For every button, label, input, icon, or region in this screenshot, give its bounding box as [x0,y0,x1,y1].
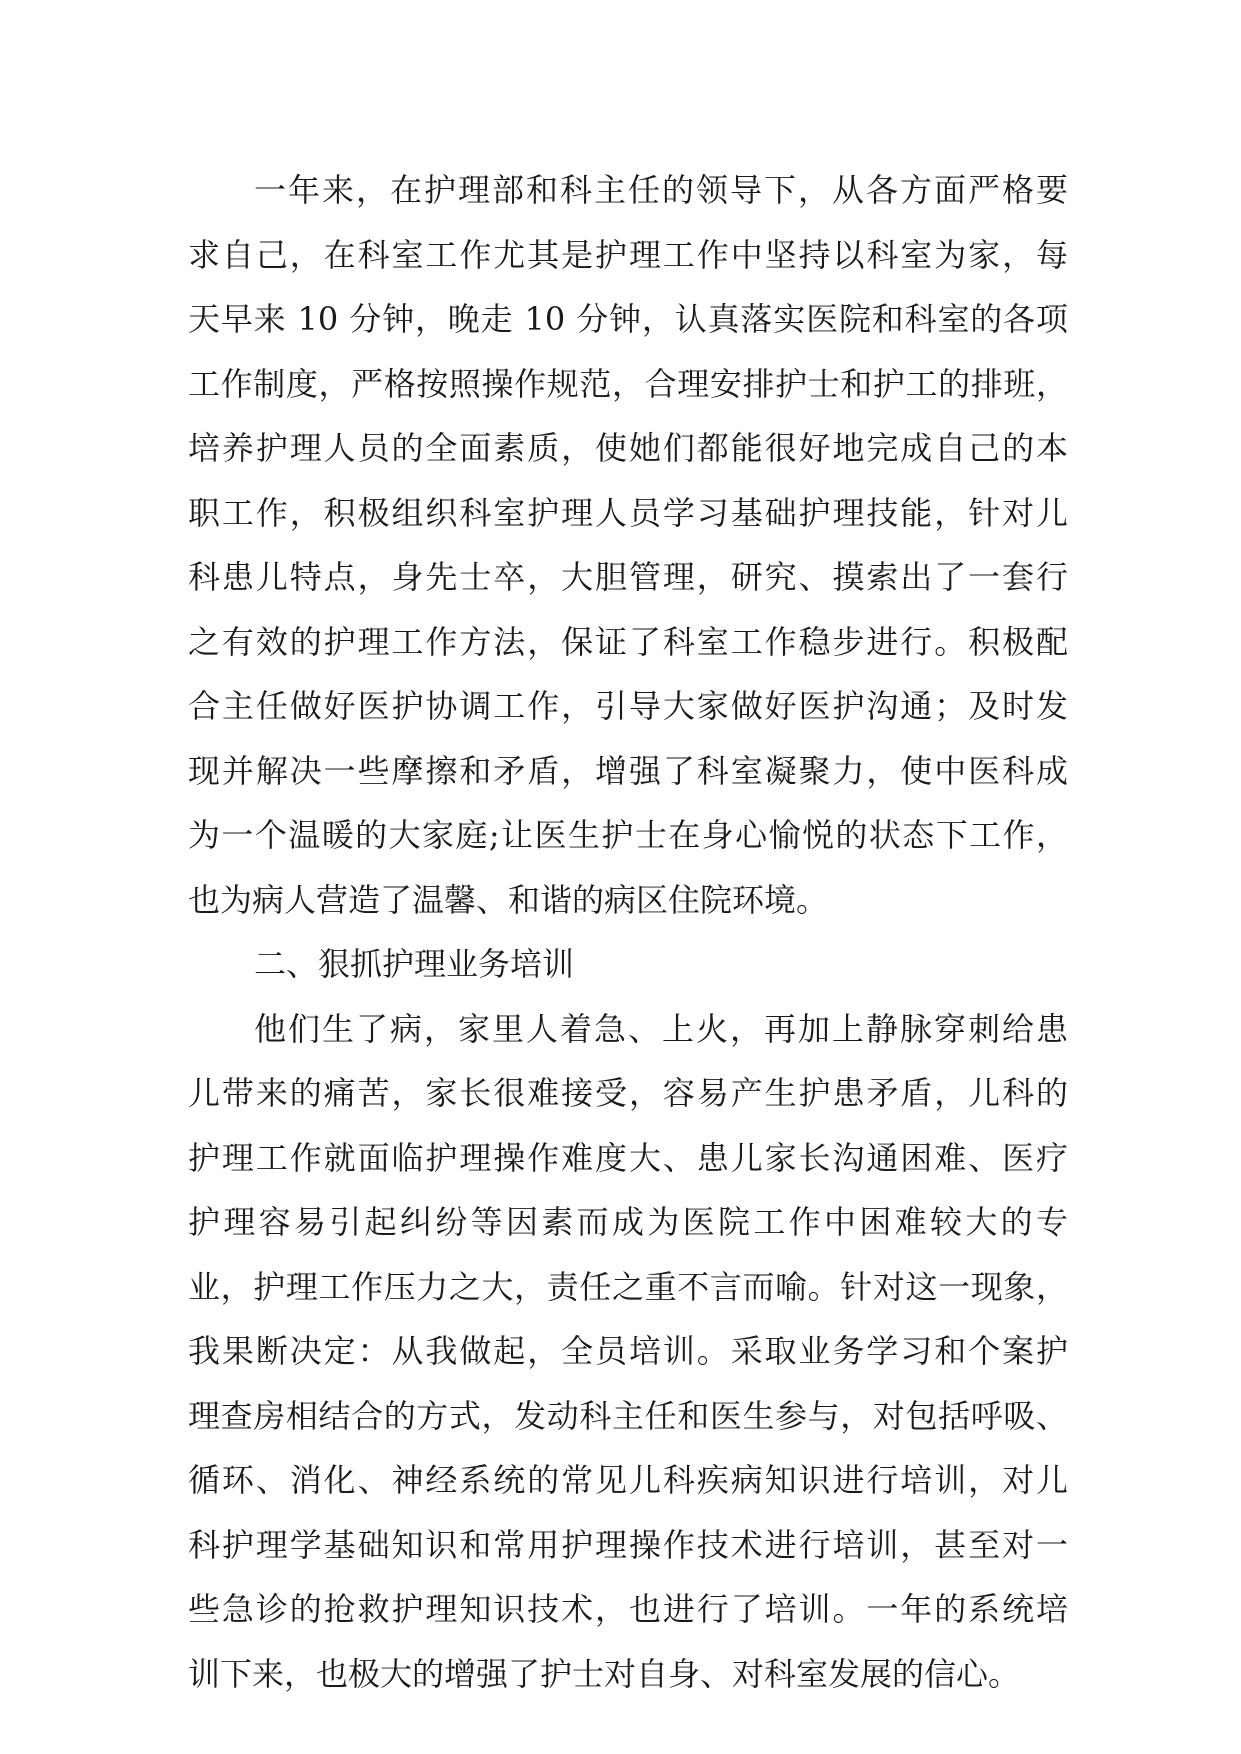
text-line: 些急诊的抢救护理知识技术，也进行了培训。一年的系统培 [188,1590,1068,1628]
text-line: 工作制度，严格按照操作规范，合理安排护士和护工的排班， [188,364,1068,403]
text-line: 儿带来的痛苦，家长很难接受，容易产生护患矛盾，儿科的 [188,1074,1068,1112]
text-line: 求自己，在科室工作尤其是护理工作中坚持以科室为家，每 [188,235,1068,274]
text-line: 护理容易引起纠纷等因素而成为医院工作中困难较大的专 [188,1203,1068,1241]
text-line: 也为病人营造了温馨、和谐的病区住院环境。 [188,880,829,919]
text-line: 护理工作就面临护理操作难度大、患儿家长沟通困难、医疗 [188,1138,1068,1177]
paragraph-training [188,997,1068,1707]
text-line: 业，护理工作压力之大，责任之重不言而喻。针对这一现象， [188,1267,1068,1306]
text-line: 合主任做好医护协调工作，引导大家做好医护沟通；及时发 [188,687,1068,725]
text-line: 理查房相结合的方式，发动科主任和医生参与，对包括呼吸、 [188,1396,1068,1435]
text-line: 现并解决一些摩擦和矛盾，增强了科室凝聚力，使中医科成 [188,751,1068,790]
text-line: 循环、消化、神经系统的常见儿科疾病知识进行培训，对儿 [188,1461,1068,1499]
document-body [188,158,1068,1706]
text-line: 一年来，在护理部和科主任的领导下，从各方面严格要 [254,171,1068,209]
text-line: 培养护理人员的全面素质，使她们都能很好地完成自己的本 [188,429,1068,467]
text-line: 天早来 10 分钟，晚走 10 分钟，认真落实医院和科室的各项 [188,300,1068,338]
text-line: 科护理学基础知识和常用护理操作技术进行培训，甚至对一 [188,1525,1068,1564]
text-line: 为一个温暖的大家庭;让医生护士在身心愉悦的状态下工作， [188,816,1068,854]
paragraph-leadership [188,158,1068,932]
text-line: 职工作，积极组织科室护理人员学习基础护理技能，针对儿 [188,493,1068,532]
text-line: 科患儿特点，身先士卒，大胆管理，研究、摸索出了一套行 [188,558,1068,596]
section-heading: 二、狠抓护理业务培训 [254,945,575,983]
text-line: 训下来，也极大的增强了护士对自身、对科室发展的信心。 [188,1654,1021,1693]
text-line: 之有效的护理工作方法，保证了科室工作稳步进行。积极配 [188,622,1068,661]
text-line: 他们生了病，家里人着急、上火，再加上静脉穿刺给患 [254,1009,1068,1048]
text-line: 我果断决定：从我做起，全员培训。采取业务学习和个案护 [188,1332,1068,1370]
